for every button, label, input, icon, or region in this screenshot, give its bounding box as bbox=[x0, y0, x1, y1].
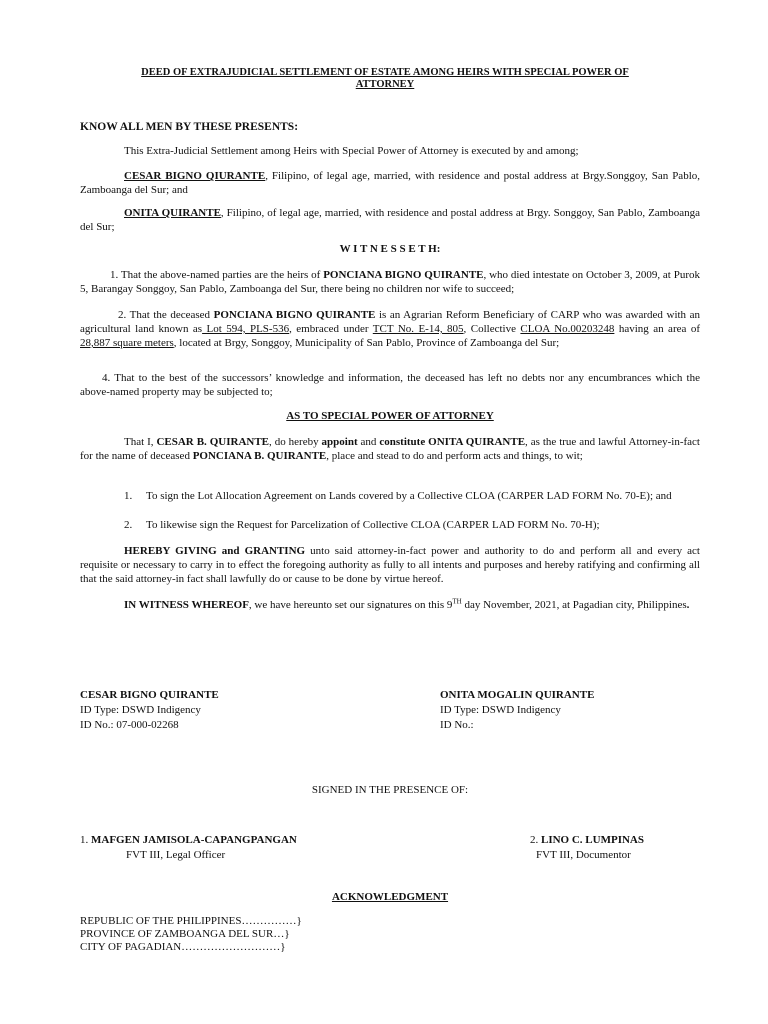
clause-1-name: PONCIANA BIGNO QUIRANTE bbox=[323, 269, 484, 281]
venue-line: REPUBLIC OF THE PHILIPPINES……………} bbox=[80, 915, 302, 927]
clause-2-area: 28,887 square meters bbox=[80, 337, 174, 349]
clause-2-pre: 2. That the deceased bbox=[118, 309, 214, 321]
witness-number: 2. bbox=[530, 834, 539, 846]
spa-name-3: PONCIANA B. QUIRANTE bbox=[192, 450, 327, 462]
know-all-heading: KNOW ALL MEN BY THESE PRESENTS: bbox=[80, 121, 299, 133]
spa-mid-2: , as the true and lawful Attorney-in-fact for the name of deceased bbox=[80, 436, 700, 462]
witness-title: FVT III, Documentor bbox=[536, 849, 631, 861]
acknowledgment-heading: ACKNOWLEDGMENT bbox=[331, 891, 449, 903]
venue-block bbox=[80, 915, 302, 954]
party-2-text: , Filipino, of legal age, married, with residence and postal address at Brgy. Songgoy, San Pablo, Zamboanga del Sur; bbox=[80, 207, 700, 233]
clause-2-lot: Lot 594, PLS-536 bbox=[202, 323, 290, 335]
list-item-text: To likewise sign the Request for Parcelization of Collective CLOA (CARPER LAD FORM No. 70-H); bbox=[146, 519, 600, 531]
clause-2-mid2: , embraced under bbox=[289, 323, 373, 335]
clause-2-post: , located at Brgy, Songgoy, Municipality of San Pablo, Province of Zamboanga del Sur; bbox=[173, 337, 560, 349]
signatory-block bbox=[80, 688, 219, 733]
party-2-name: ONITA QUIRANTE bbox=[124, 207, 221, 219]
spa-constitute: constitute bbox=[379, 436, 426, 448]
spa-list-item bbox=[124, 518, 702, 532]
party-1-name: CESAR BIGNO QIURANTE bbox=[124, 170, 266, 182]
list-item-number: 1. bbox=[124, 490, 133, 502]
clause-2-mid1: is an Agrarian Reform Beneficiary of CARP who was awarded with an agricultural land known as bbox=[80, 309, 700, 335]
spa-post: , place and stead to do and perform acts and things, to wit; bbox=[326, 450, 583, 462]
witness-name: LINO C. LUMPINAS bbox=[541, 834, 644, 846]
list-item-text: To sign the Lot Allocation Agreement on Lands covered by a Collective CLOA (CARPER LAD FORM No. 70-E); and bbox=[146, 490, 672, 502]
signatory-id-no: ID No.: 07-000-02268 bbox=[80, 719, 179, 731]
clause-1-post: , who died intestate on October 3, 2009, at Purok 5, Barangay Songgoy, San Pablo, Zamboanga del Sur, there being no children nor wife to succeed; bbox=[80, 269, 700, 295]
list-item-number: 2. bbox=[124, 519, 133, 531]
spa-appoint: appoint bbox=[321, 436, 358, 448]
signatory-id-type: ID Type: DSWD Indigency bbox=[80, 704, 201, 716]
spa-and: and bbox=[357, 436, 380, 448]
witness-whereof-paragraph bbox=[80, 598, 700, 612]
clause-2-mid4: having an area of bbox=[614, 323, 700, 335]
witness-whereof-sup: TH bbox=[452, 597, 462, 606]
spa-name-2: ONITA QUIRANTE bbox=[425, 436, 526, 448]
witness-whereof-dot: . bbox=[686, 599, 690, 611]
clause-2-paragraph bbox=[80, 308, 700, 350]
signatory-name: CESAR BIGNO QUIRANTE bbox=[80, 689, 219, 701]
witness-whereof-post: day November, 2021, at Pagadian city, Philippines bbox=[461, 599, 687, 611]
intro-paragraph: This Extra-Judicial Settlement among Heirs with Special Power of Attorney is executed by and among; bbox=[124, 145, 579, 157]
hereby-text: unto said attorney-in-fact power and authority to do and perform all and every act requisite or necessary to carry in to effect the foregoing authority as fully to all intents and purposes and hereby ratifying and confirming all that the said attorney-in fact shall lawfully do or cause to be done by virtue hereof. bbox=[80, 545, 700, 585]
witnesseth-heading: W I T N E S S E T H: bbox=[339, 243, 441, 255]
witness-title: FVT III, Legal Officer bbox=[126, 849, 226, 861]
clause-1-paragraph bbox=[80, 268, 700, 296]
venue-line: CITY OF PAGADIAN………………………} bbox=[80, 941, 286, 953]
signatory-block bbox=[440, 688, 594, 733]
witness-block bbox=[530, 833, 644, 863]
signatory-id-type: ID Type: DSWD Indigency bbox=[440, 704, 561, 716]
spa-paragraph bbox=[80, 435, 700, 463]
witness-whereof-pre: , we have hereunto set our signatures on this 9 bbox=[248, 599, 453, 611]
signed-presence-label: SIGNED IN THE PRESENCE OF: bbox=[311, 784, 469, 796]
party-1-text: , Filipino, of legal age, married, with residence and postal address at Brgy.Songgoy, San Pablo, Zamboanga del Sur; and bbox=[80, 170, 700, 196]
signatory-name: ONITA MOGALIN QUIRANTE bbox=[440, 689, 595, 701]
venue-line: PROVINCE OF ZAMBOANGA DEL SUR…} bbox=[80, 928, 290, 940]
clause-1-pre: 1. That the above-named parties are the heirs of bbox=[110, 269, 324, 281]
title-line-1: DEED OF EXTRAJUDICIAL SETTLEMENT OF ESTATE AMONG HEIRS WITH SPECIAL POWER OF bbox=[141, 67, 629, 78]
party-2-paragraph bbox=[80, 206, 700, 234]
spa-list-item bbox=[124, 489, 702, 503]
clause-2-name: PONCIANA BIGNO QUIRANTE bbox=[213, 309, 376, 321]
document-title bbox=[80, 67, 690, 91]
clause-2-cloa: CLOA No.00203248 bbox=[520, 323, 615, 335]
witness-name: MAFGEN JAMISOLA-CAPANGPANGAN bbox=[91, 834, 297, 846]
clause-2-mid3: , Collective bbox=[463, 323, 521, 335]
witness-number: 1. bbox=[80, 834, 89, 846]
witness-block bbox=[80, 833, 297, 863]
title-line-2: ATTORNEY bbox=[355, 79, 415, 90]
signatory-id-no: ID No.: bbox=[440, 719, 474, 731]
party-1-paragraph bbox=[80, 169, 700, 197]
hereby-paragraph bbox=[80, 544, 700, 586]
spa-pre: That I, bbox=[124, 436, 157, 448]
clause-2-tct: TCT No. E-14, 805 bbox=[372, 323, 464, 335]
spa-mid-1: , do hereby bbox=[269, 436, 322, 448]
spa-name-1: CESAR B. QUIRANTE bbox=[156, 436, 270, 448]
hereby-lead: HEREBY GIVING and GRANTING bbox=[124, 545, 306, 557]
spa-heading: AS TO SPECIAL POWER OF ATTORNEY bbox=[286, 410, 494, 422]
clause-4-paragraph: 4. That to the best of the successors’ knowledge and information, the deceased has left no debts nor any encumbrances which the above-named property may be subjected to; bbox=[80, 372, 700, 398]
witness-whereof-lead: IN WITNESS WHEREOF bbox=[124, 599, 249, 611]
